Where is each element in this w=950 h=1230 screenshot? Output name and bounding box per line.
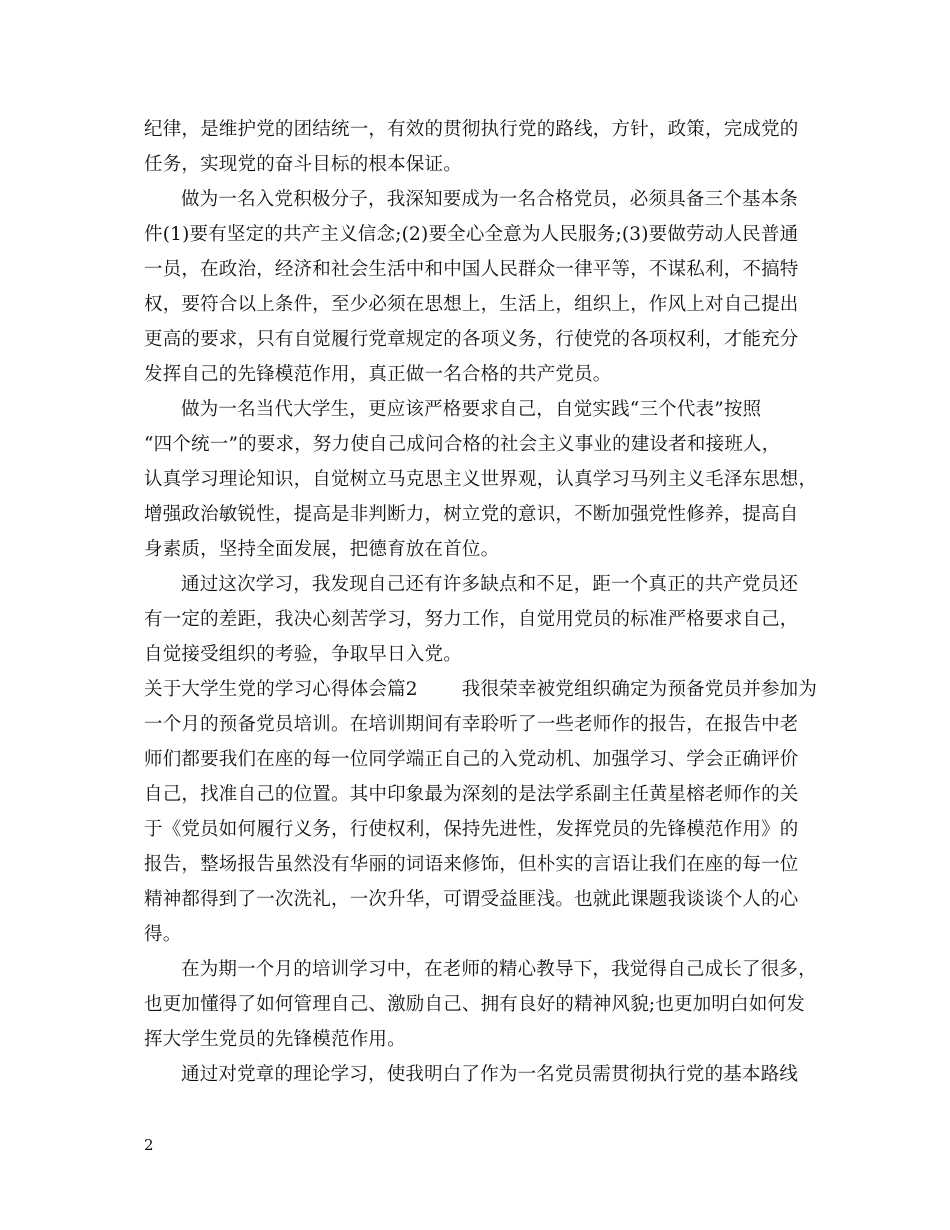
text-line: 我很荣幸被党组织确定为预备党员并参加为	[461, 679, 818, 700]
paragraph-start: 通过这次学习，我发现自己还有许多缺点和不足，距一个真正的共产党员还	[181, 574, 799, 595]
text-line: 认真学习理论知识，自觉树立马克思主义世界观，认真学习马列主义毛泽东思想，	[144, 469, 818, 490]
heading-gap	[418, 672, 462, 707]
text-line: 自己，找准自己的位置。其中印象最为深刻的是法学系副主任黄星榕老师作的关	[144, 784, 799, 805]
section-heading-line	[144, 672, 824, 707]
paragraph-start: 在为期一个月的培训学习中，在老师的精心教导下，我觉得自己成长了很多，	[181, 959, 817, 980]
text-line: 一个月的预备党员培训。在培训期间有幸聆听了一些老师作的报告，在报告中老	[144, 714, 799, 735]
text-line: 精神都得到了一次洗礼，一次升华，可谓受益匪浅。也就此课题我谈谈个人的心	[144, 889, 799, 910]
text-line: 师们都要我们在座的每一位同学端正自己的入党动机、加强学习、学会正确评价	[144, 749, 799, 770]
text-line: 件(1)要有坚定的共产主义信念;(2)要全心全意为人民服务;(3)要做劳动人民普通	[144, 224, 799, 245]
text-line: 权，要符合以上条件，至少必须在思想上，生活上，组织上，作风上对自己提出	[144, 294, 799, 315]
text-line: 任务，实现党的奋斗目标的根本保证。	[144, 154, 462, 175]
text-line: 纪律，是维护党的团结统一，有效的贯彻执行党的路线，方针，政策，完成党的	[144, 119, 799, 140]
text-line: 身素质，坚持全面发展，把德育放在首位。	[144, 539, 500, 560]
page-number: 2	[144, 1136, 154, 1154]
text-line: “四个统一”的要求，努力使自己成问合格的社会主义事业的建设者和接班人，	[144, 434, 781, 455]
paragraph-start: 做为一名入党积极分子，我深知要成为一名合格党员，必须具备三个基本条	[181, 189, 799, 210]
text-line: 也更加懂得了如何管理自己、激励自己、拥有良好的精神风貌;也更加明白如何发	[144, 994, 805, 1015]
text-line: 自觉接受组织的考验，争取早日入党。	[144, 644, 462, 665]
document-body	[144, 112, 824, 1092]
paragraph-start: 做为一名当代大学生，更应该严格要求自己，自觉实践“三个代表”按照	[181, 399, 762, 420]
text-line: 挥大学生党员的先锋模范作用。	[144, 1029, 406, 1050]
text-line: 增强政治敏锐性，提高是非判断力，树立党的意识，不断加强党性修养，提高自	[144, 504, 799, 525]
text-line: 得。	[144, 924, 182, 945]
section-title: 关于大学生党的学习心得体会篇2	[144, 679, 418, 700]
text-line: 更高的要求，只有自觉履行党章规定的各项义务，行使党的各项权利，才能充分	[144, 329, 799, 350]
paragraph-start: 通过对党章的理论学习，使我明白了作为一名党员需贯彻执行党的基本路线	[181, 1064, 799, 1085]
text-line: 报告，整场报告虽然没有华丽的词语来修饰，但朴实的言语让我们在座的每一位	[144, 854, 799, 875]
text-line: 发挥自己的先锋模范作用，真正做一名合格的共产党员。	[144, 364, 612, 385]
text-line: 于《党员如何履行义务，行使权利，保持先进性，发挥党员的先锋模范作用》的	[144, 819, 799, 840]
text-line: 一员，在政治，经济和社会生活中和中国人民群众一律平等，不谋私利，不搞特	[144, 259, 799, 280]
text-line: 有一定的差距，我决心刻苦学习，努力工作，自觉用党员的标准严格要求自己，	[144, 609, 799, 630]
